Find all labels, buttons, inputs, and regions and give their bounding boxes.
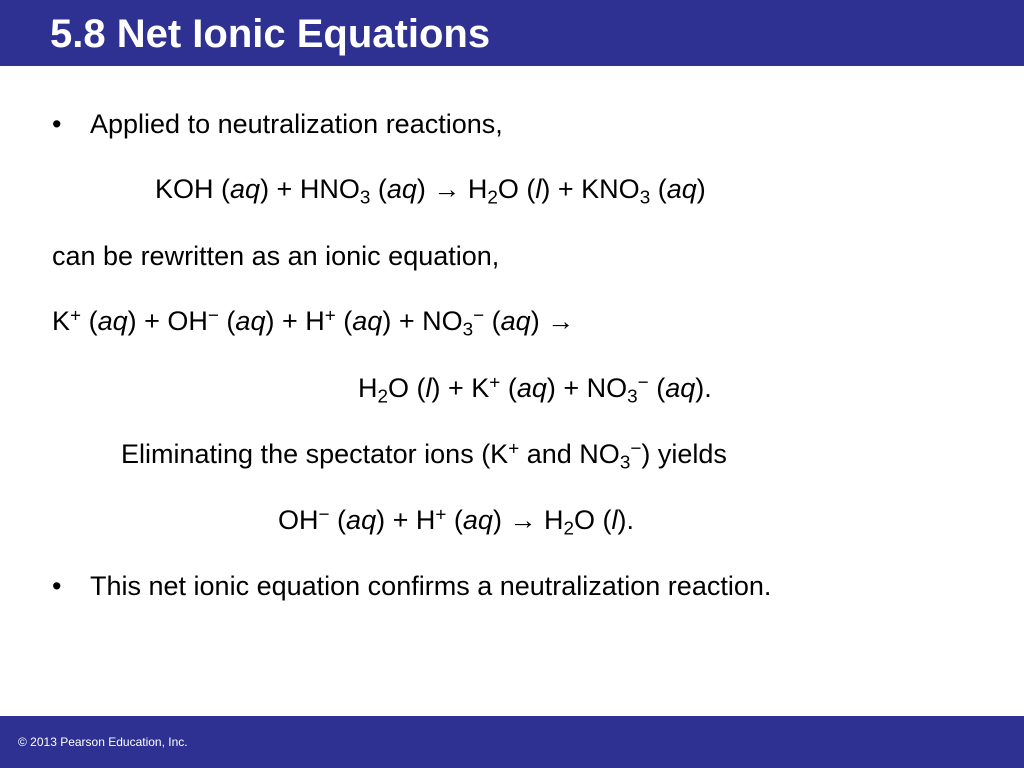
equation-net-ionic: OH− (aq) + H+ $(aq) \to H_2O$ (l). [278,504,634,540]
eliminating-text: Eliminating the spectator ions (K+ and $NO_3^-$) yields [121,438,727,474]
bullet-marker-1: • [52,109,62,139]
equation-molecular: KOH $(aq) + HNO_3$ $(aq) \to H_2O$ $(l) + KNO_3$ (aq) [155,174,706,209]
title-bar [0,0,1024,66]
copyright-footer: © 2013 Pearson Education, Inc. [18,735,188,749]
footer-bar [0,716,1024,768]
equation-ionic-reactants: K+ (aq) + OH− (aq) + H+ $(aq) + NO_3^-$ (aq) → [52,305,575,341]
bullet-1-text: Applied to neutralization reactions, [90,109,503,139]
rewritten-text: can be rewritten as an ionic equation, [52,241,500,271]
bullet-2-text: This net ionic equation confirms a neutralization reaction. [90,571,772,601]
slide-title: 5.8 Net Ionic Equations [50,12,491,56]
bullet-marker-2: • [52,571,62,601]
equation-ionic-products: $H_2O$ (l) + K+ $(aq) + NO_3^-$ (aq). [358,372,712,408]
